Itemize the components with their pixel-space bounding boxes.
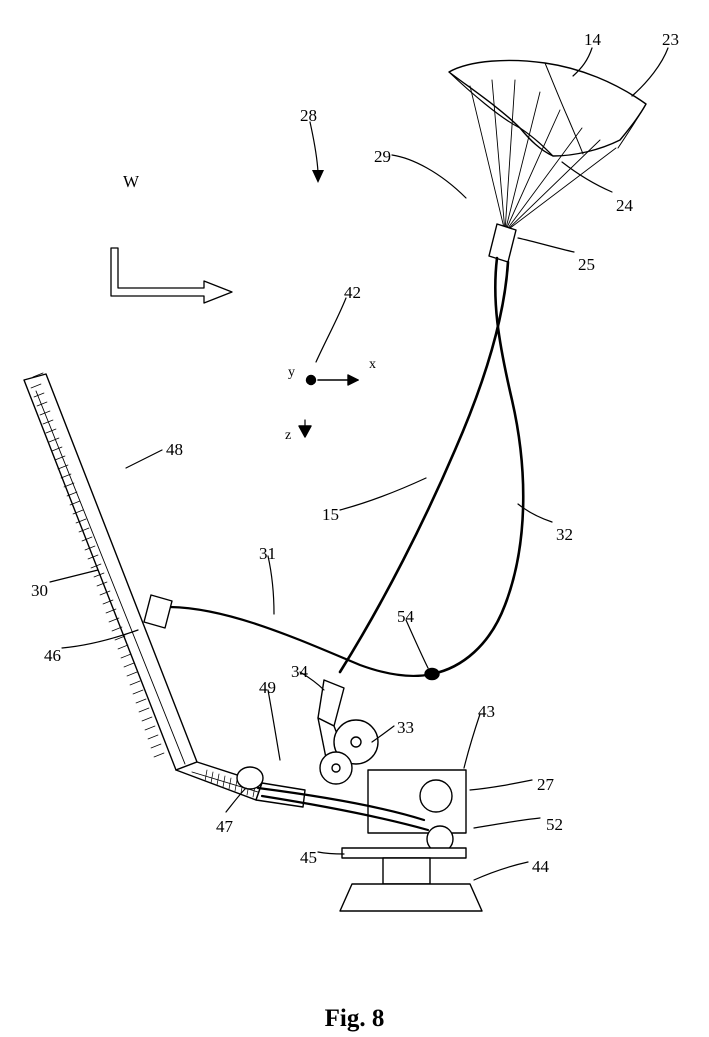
ref-numeral-49: 49 bbox=[259, 678, 276, 697]
ref-numeral-29: 29 bbox=[374, 147, 391, 166]
ref-numeral-48: 48 bbox=[166, 440, 183, 459]
tether-line-15 bbox=[340, 262, 508, 672]
wind-direction-label: W bbox=[123, 172, 140, 191]
ref-numeral-46: 46 bbox=[44, 646, 61, 665]
axis-y-label: y bbox=[288, 365, 295, 380]
ref-numeral-44: 44 bbox=[532, 857, 549, 876]
ref-numeral-33: 33 bbox=[397, 718, 414, 737]
ref-numeral-14: 14 bbox=[584, 30, 601, 49]
wind-arrow bbox=[111, 248, 232, 303]
coordinate-axes bbox=[299, 375, 358, 437]
launch-rail-assembly bbox=[24, 373, 305, 807]
ref-numeral-24: 24 bbox=[616, 196, 633, 215]
axis-x-label: x bbox=[369, 357, 376, 372]
ref-numeral-30: 30 bbox=[31, 581, 48, 600]
tether-line-32 bbox=[432, 258, 523, 674]
ref-numeral-45: 45 bbox=[300, 848, 317, 867]
ref-numeral-27: 27 bbox=[537, 775, 554, 794]
ref-numeral-32: 32 bbox=[556, 525, 573, 544]
axis-z-label: z bbox=[285, 428, 292, 443]
ref-numeral-43: 43 bbox=[478, 702, 495, 721]
ref-numeral-54: 54 bbox=[397, 607, 414, 626]
ref-numeral-15: 15 bbox=[322, 505, 339, 524]
ref-numeral-25: 25 bbox=[578, 255, 595, 274]
ref-numeral-34: 34 bbox=[291, 662, 308, 681]
figure-caption: Fig. 8 bbox=[324, 1005, 385, 1032]
carriage-assembly bbox=[318, 680, 378, 784]
ref-numeral-52: 52 bbox=[546, 815, 563, 834]
ref-numeral-47: 47 bbox=[216, 817, 233, 836]
bridle-connector-block bbox=[489, 224, 516, 262]
ref-numeral-31: 31 bbox=[259, 544, 276, 563]
bridle-lines bbox=[470, 80, 616, 232]
kite-wing bbox=[449, 60, 646, 156]
ref-numeral-28: 28 bbox=[300, 106, 317, 125]
ref-numeral-42: 42 bbox=[344, 283, 361, 302]
ref-numeral-23: 23 bbox=[662, 30, 679, 49]
